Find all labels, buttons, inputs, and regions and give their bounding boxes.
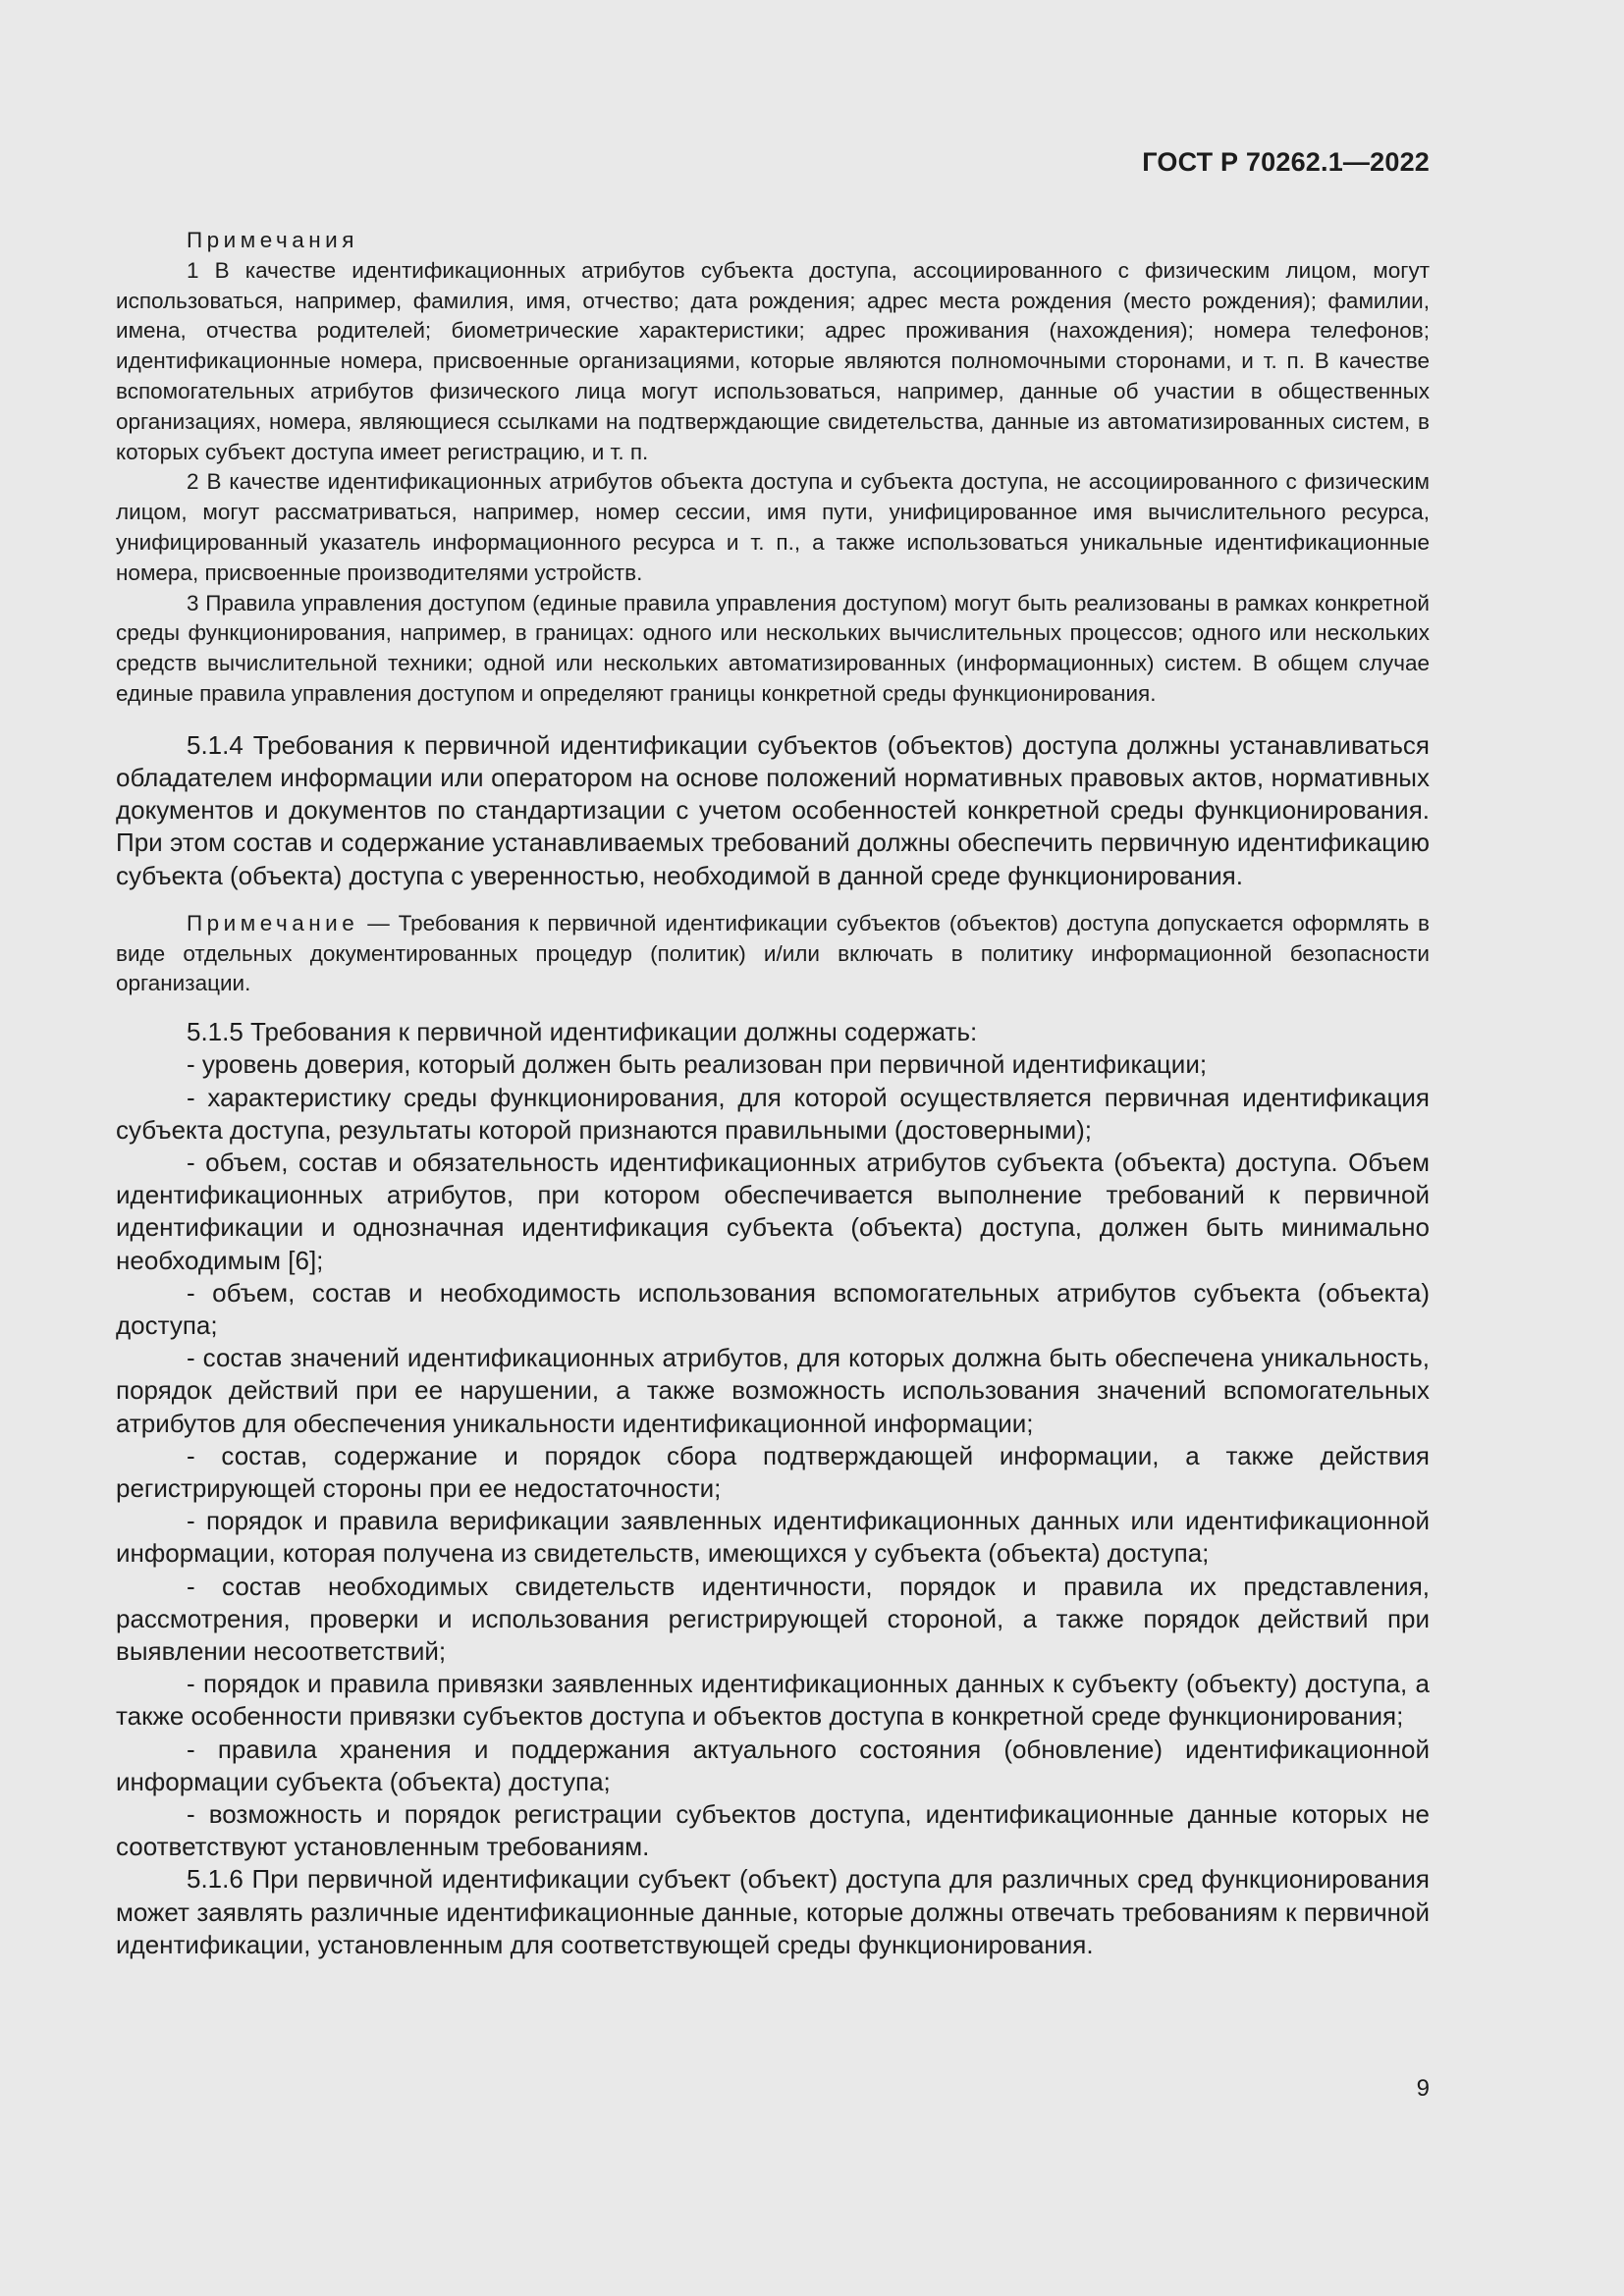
list-item: - состав значений идентификационных атрибутов, для которых должна быть обеспечена уникальность, порядок действий при ее нарушении, а также возможность использования значений вспомогательных атрибутов для обеспечения уникальности идентификационной информации; [116,1343,1430,1438]
note-item-1: 1 В качестве идентификационных атрибутов субъекта доступа, ассоциированного с физическим лицом, могут использоваться, например, фамилия, имя, отчество; дата рождения; адрес места рождения (место рождения); фамилии, имена, отчества родителей; биометрические характеристики; адрес проживания (нахождения); номера телефонов; идентификационные номера, присвоенные организациями, которые являются полномочными сторонами, и т. п. В качестве вспомогательных атрибутов физического лица могут использоваться, например, данные об участии в общественных организациях, номера, являющиеся ссылками на подтверждающие свидетельства, данные из автоматизированных систем, в которых субъект доступа имеет регистрацию, и т. п. [116,257,1430,464]
section-5-1-5 [116,1016,1430,1961]
list-item: - возможность и порядок регистрации субъектов доступа, идентификационные данные которых не соответствуют установленным требованиям. [116,1799,1430,1862]
list-item: - уровень доверия, который должен быть реализован при первичной идентификации; [187,1049,1208,1080]
list-item: - порядок и правила привязки заявленных идентификационных данных к субъекту (объекту) доступа, а также особенности привязки субъектов доступа и объектов доступа в конкретной среде функционирования; [116,1669,1430,1732]
page-number: 9 [1416,2075,1430,2102]
note-item-2: 2 В качестве идентификационных атрибутов объекта доступа и субъекта доступа, не ассоциированного с физическим лицом, могут рассматриваться, например, номер сессии, имя пути, унифицированное имя вычислительного ресурса, унифицированный указатель информационного ресурса и т. п., а также использоваться уникальные идентификационные номера, присвоенные производителями устройств. [116,469,1430,585]
list-item: - состав необходимых свидетельств идентичности, порядок и правила их представления, рассмотрения, проверки и использования регистрирующей стороной, а также порядок действий при выявлении несоответствий; [116,1571,1430,1667]
list-item: - объем, состав и обязательность идентификационных атрибутов субъекта (объекта) доступа. Объем идентификационных атрибутов, при котором обеспечивается выполнение требований к первичной идентификации и однозначная идентификация субъекта (объекта) доступа, должен быть минимально необходимым [6]; [116,1147,1430,1275]
section-5-1-4-text: 5.1.4 Требования к первичной идентификации субъектов (объектов) доступа должны устанавливаться обладателем информации или оператором на основе положений нормативных правовых актов, нормативных документов и документов по стандартизации с учетом особенностей конкретной среды функционирования. При этом состав и содержание устанавливаемых требований должны обеспечить первичную идентификацию субъекта (объекта) доступа с уверенностью, необходимой в данной среде функционирования. [116,729,1430,890]
list-item: - объем, состав и необходимость использования вспомогательных атрибутов субъекта (объекта) доступа; [116,1277,1430,1340]
note-dash: — [358,910,399,935]
notes-heading: Примечания [187,228,358,252]
list-item: - состав, содержание и порядок сбора подтверждающей информации, а также действия регистрирующей стороны при ее недостаточности; [116,1440,1430,1503]
page-content [116,226,1430,1961]
note-label: Примечание [187,910,359,935]
document-code: ГОСТ Р 70262.1—2022 [1142,147,1430,177]
notes-block [116,226,1430,710]
section-5-1-6-text: 5.1.6 При первичной идентификации субъект (объект) доступа для различных сред функционирования может заявлять различные идентификационные данные, которые должны отвечать требованиям к первичной идентификации, установленным для соответствующей среды функционирования. [116,1864,1430,1959]
list-item: - порядок и правила верификации заявленных идентификационных данных или идентификационной информации, которая получена из свидетельств, имеющихся у субъекта (объекта) доступа; [116,1506,1430,1569]
note-item-3: 3 Правила управления доступом (единые правила управления доступом) могут быть реализованы в рамках конкретной среды функционирования, например, в границах: одного или нескольких вычислительных процессов; одного или нескольких средств вычислительной техники; одной или нескольких автоматизированных (информационных) систем. В общем случае единые правила управления доступом и определяют границы конкретной среды функционирования. [116,590,1430,706]
section-5-1-4 [116,729,1430,892]
list-item: - характеристику среды функционирования, для которой осуществляется первичная идентификация субъекта доступа, результаты которой признаются правильными (достоверными); [116,1082,1430,1145]
note-text: Требования к первичной идентификации субъектов (объектов) доступа допускается оформлять в виде отдельных документированных процедур (политик) и/или включать в политику информационной безопасности организации. [116,910,1430,996]
section-5-1-5-intro: 5.1.5 Требования к первичной идентификации должны содержать: [187,1017,978,1047]
list-item: - правила хранения и поддержания актуального состояния (обновление) идентификационной информации субъекта (объекта) доступа; [116,1734,1430,1796]
section-5-1-4-note [116,909,1430,999]
